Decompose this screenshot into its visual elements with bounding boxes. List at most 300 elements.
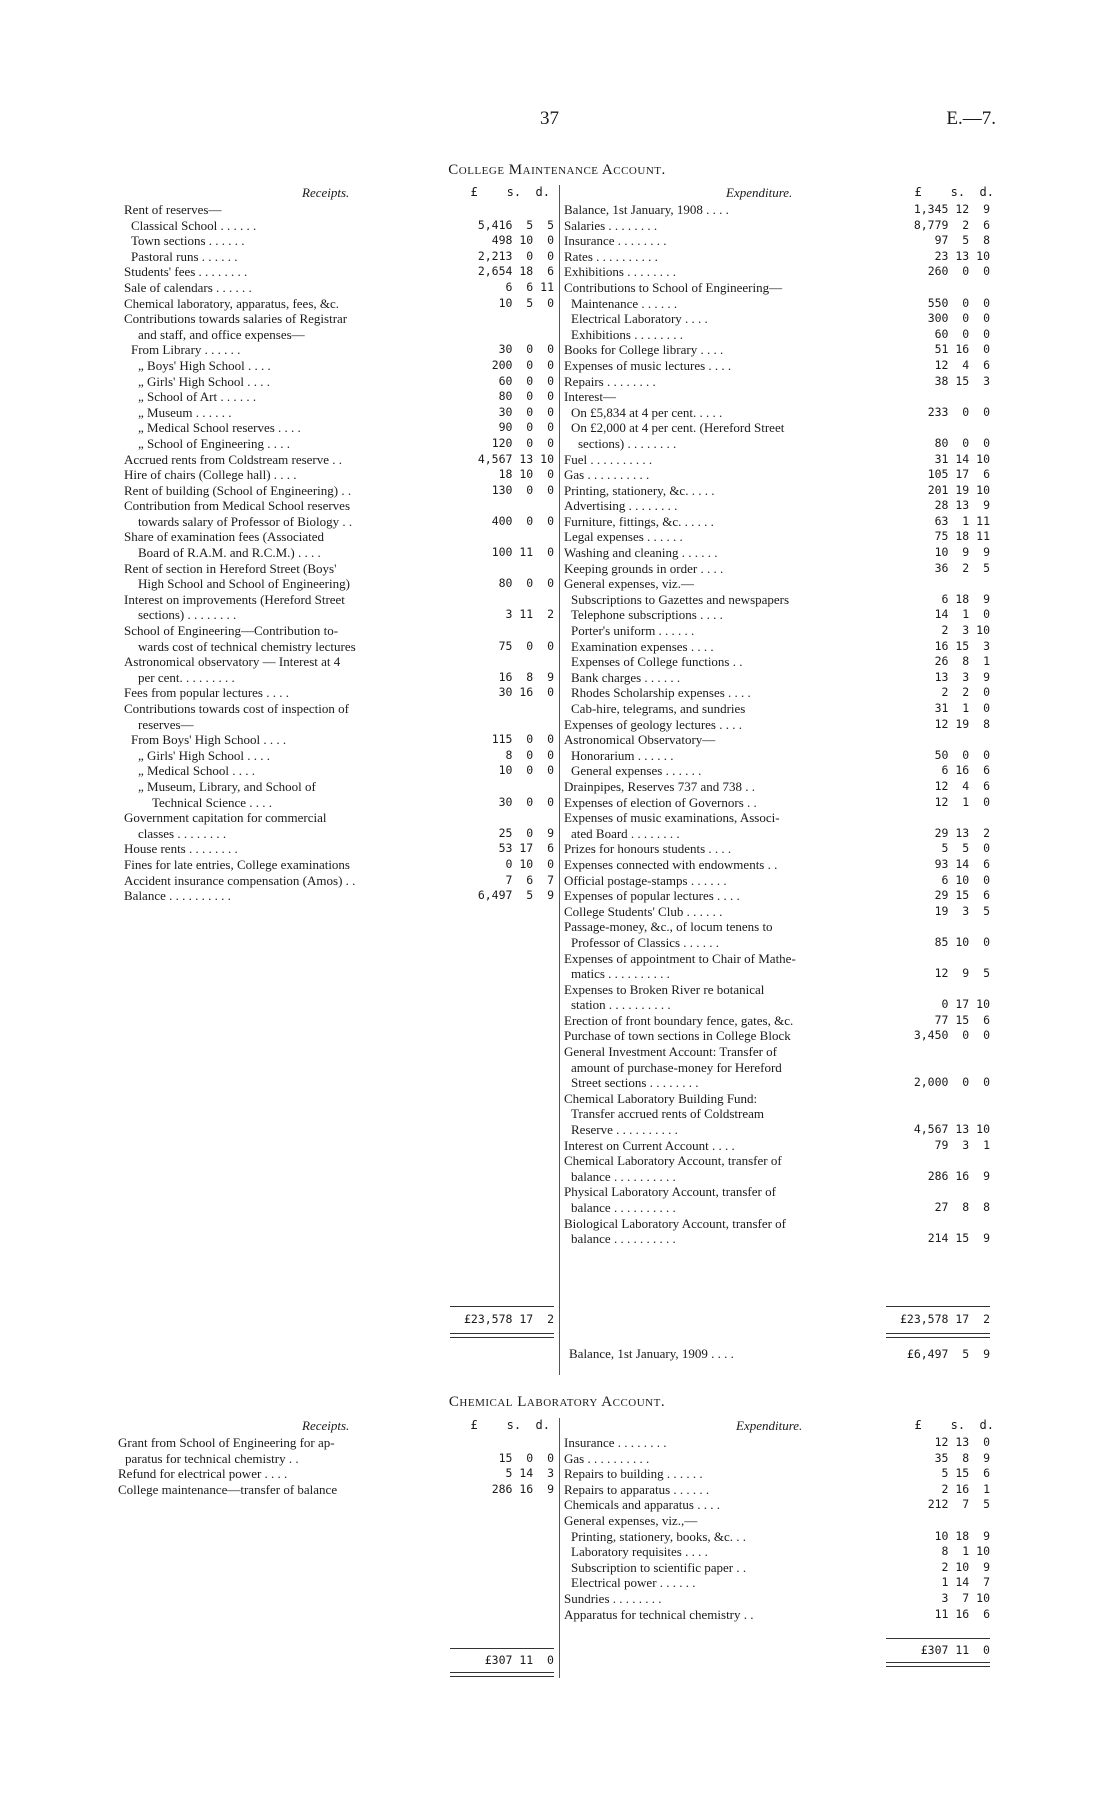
ledger-row [124, 327, 554, 343]
money-heading: £ s. d. [470, 185, 550, 199]
ledger-row [124, 810, 554, 826]
ledger-row [564, 639, 994, 655]
ledger-item-description: Rent of building (School of Engineering) . . [124, 482, 352, 498]
ledger-item-amount: 2,000 0 0 [913, 1075, 990, 1090]
ledger-item-amount: 80 0 0 [498, 389, 554, 404]
ledger-row [124, 748, 554, 764]
ledger-item-description: Drainpipes, Reserves 737 and 738 . . [564, 778, 755, 794]
ledger-item-description: Accrued rents from Coldstream reserve . . [124, 451, 343, 467]
ledger-item-description: amount of purchase-money for Hereford [571, 1059, 782, 1075]
ledger-item-description: Professor of Classics . . . . . . [571, 934, 720, 950]
ledger-row [564, 919, 994, 935]
ledger-row [564, 1451, 994, 1467]
college-receipts-column [124, 185, 554, 904]
ledger-item-description: Hire of chairs (College hall) . . . . [124, 467, 297, 483]
ledger-item-description: Fees from popular lectures . . . . [124, 685, 289, 701]
ledger-item-amount: 6 16 6 [941, 763, 990, 778]
ledger-item-amount: 115 0 0 [491, 732, 554, 747]
ledger-row [564, 1028, 994, 1044]
ledger-item-amount: 93 14 6 [934, 856, 990, 871]
ledger-row [564, 873, 994, 889]
ledger-item-amount: 5 15 6 [941, 1466, 990, 1481]
ledger-item-description: Keeping grounds in order . . . . [564, 560, 724, 576]
ledger-row [564, 374, 994, 390]
ledger-item-amount: 11 16 6 [934, 1606, 990, 1621]
ledger-row [564, 1231, 994, 1247]
ledger-item-amount: 63 1 11 [934, 513, 990, 528]
expenditure-heading: Expenditure. [726, 185, 793, 200]
ledger-item-description: Porter's uniform . . . . . . [571, 623, 695, 639]
ledger-item-description: Chemical Laboratory Building Fund: [564, 1090, 758, 1106]
ledger-row [564, 218, 994, 234]
college-receipts-total: £23,578 17 2 [463, 1312, 554, 1326]
ledger-item-description: Fuel . . . . . . . . . . [564, 451, 653, 467]
ledger-item-description: Repairs to apparatus . . . . . . [564, 1481, 710, 1497]
ledger-item-description: Balance . . . . . . . . . . [124, 888, 231, 904]
ledger-item-description: balance . . . . . . . . . . [571, 1168, 676, 1184]
ledger-item-description: Cab-hire, telegrams, and sundries [571, 701, 746, 716]
ledger-row [124, 233, 554, 249]
ledger-row [124, 701, 554, 717]
ledger-item-amount: 23 13 10 [934, 248, 990, 263]
ledger-item-description: Subscriptions to Gazettes and newspapers [571, 591, 790, 607]
ledger-item-description: Erection of front boundary fence, gates, &c. [564, 1012, 794, 1028]
ledger-item-description: Accident insurance compensation (Amos) . . [124, 872, 356, 888]
ledger-row [564, 249, 994, 265]
ledger-item-amount: 79 3 1 [934, 1137, 990, 1152]
ledger-item-description: Expenses of music examinations, Associ- [564, 810, 780, 826]
ledger-item-description: Balance, 1st January, 1908 . . . . [564, 202, 729, 217]
ledger-row [564, 1044, 994, 1060]
chemical-expenditure-column [564, 1418, 994, 1622]
ledger-row [124, 732, 554, 748]
ledger-row [124, 218, 554, 234]
ledger-row [564, 1200, 994, 1216]
ledger-row [124, 249, 554, 265]
ledger-row [564, 904, 994, 920]
chemical-receipts-column [118, 1418, 554, 1497]
college-expenditure-total-double-rule [886, 1333, 990, 1338]
ledger-item-description: From Boys' High School . . . . [131, 732, 287, 748]
ledger-row [564, 841, 994, 857]
ledger-item-description: Rent of section in Hereford Street (Boys' [124, 560, 337, 576]
ledger-item-description: „ Medical School reserves . . . . [138, 420, 301, 436]
ledger-row [564, 1435, 994, 1451]
ledger-row [118, 1466, 554, 1482]
ledger-item-description: Books for College library . . . . [564, 342, 724, 358]
ledger-item-amount: 233 0 0 [927, 404, 990, 419]
ledger-item-description: Share of examination fees (Associated [124, 529, 324, 545]
chemical-column-divider [559, 1418, 560, 1678]
ledger-row [564, 654, 994, 670]
ledger-item-amount: 10 9 9 [934, 545, 990, 560]
ledger-item-description: Honorarium . . . . . . [571, 747, 674, 763]
ledger-item-description: and staff, and office expenses— [138, 326, 305, 342]
ledger-item-description: ated Board . . . . . . . . [571, 825, 680, 841]
ledger-item-amount: 97 5 8 [934, 233, 990, 248]
ledger-row [564, 997, 994, 1013]
ledger-row [118, 1482, 554, 1498]
ledger-item-amount: 50 0 0 [934, 747, 990, 762]
ledger-item-description: matics . . . . . . . . . . [571, 966, 670, 982]
money-heading: £ s. d. [470, 1418, 550, 1432]
page-number: 37 [540, 108, 559, 129]
ledger-item-amount: 25 0 9 [498, 825, 554, 840]
ledger-item-description: station . . . . . . . . . . [571, 997, 671, 1013]
ledger-item-amount: 201 19 10 [927, 482, 990, 497]
ledger-item-description: Physical Laboratory Account, transfer of [564, 1184, 776, 1200]
ledger-row [124, 483, 554, 499]
ledger-item-description: Repairs . . . . . . . . [564, 373, 656, 389]
ledger-item-amount: 1,345 12 9 [913, 202, 990, 216]
ledger-row [124, 779, 554, 795]
chemical-expenditure-total-rule [886, 1638, 990, 1639]
ledger-item-amount: 31 14 10 [934, 451, 990, 466]
ledger-item-amount: 4,567 13 10 [477, 451, 554, 466]
ledger-row [124, 841, 554, 857]
ledger-item-amount: 498 10 0 [491, 233, 554, 248]
ledger-item-description: Expenses connected with endowments . . [564, 856, 778, 872]
ledger-item-amount: 53 17 6 [498, 841, 554, 856]
college-expenditure-header [564, 185, 994, 202]
receipts-heading: Receipts. [302, 1418, 350, 1433]
ledger-item-amount: 28 13 9 [934, 498, 990, 513]
ledger-row [564, 1529, 994, 1545]
ledger-item-description: Gas . . . . . . . . . . [564, 467, 650, 483]
ledger-row [564, 1169, 994, 1185]
ledger-item-description: Printing, stationery, &c. . . . . [564, 482, 715, 498]
ledger-item-amount: 12 1 0 [934, 794, 990, 809]
ledger-item-amount: 10 0 0 [498, 763, 554, 778]
document-reference: E.—7. [946, 108, 996, 129]
ledger-item-description: Expenses of College functions . . [571, 654, 743, 670]
ledger-item-description: Exhibitions . . . . . . . . [571, 326, 683, 342]
ledger-row [124, 685, 554, 701]
ledger-item-description: Legal expenses . . . . . . [564, 529, 683, 545]
ledger-item-description: Expenses of popular lectures . . . . [564, 888, 740, 904]
ledger-item-description: Technical Science . . . . [152, 794, 273, 810]
ledger-item-amount: 19 3 5 [934, 903, 990, 918]
ledger-row [124, 374, 554, 390]
ledger-item-description: Repairs to building . . . . . . [564, 1466, 703, 1482]
ledger-row [564, 342, 994, 358]
ledger-row [564, 748, 994, 764]
ledger-item-description: Reserve . . . . . . . . . . [571, 1122, 678, 1138]
ledger-row [564, 1513, 994, 1529]
ledger-row [564, 623, 994, 639]
ledger-item-amount: 120 0 0 [491, 435, 554, 450]
ledger-item-amount: 8 0 0 [505, 747, 554, 762]
ledger-item-description: Apparatus for technical chemistry . . [564, 1606, 754, 1622]
ledger-item-description: Rates . . . . . . . . . . [564, 248, 658, 264]
ledger-item-amount: 85 10 0 [934, 934, 990, 949]
ledger-item-description: paratus for technical chemistry . . [125, 1450, 299, 1466]
ledger-item-description: Contributions towards cost of inspection of [124, 701, 349, 716]
chemical-expenditure-header [564, 1418, 994, 1435]
ledger-row [564, 1544, 994, 1560]
ledger-row [564, 327, 994, 343]
ledger-row [564, 857, 994, 873]
ledger-item-amount: 105 17 6 [927, 467, 990, 482]
ledger-item-amount: 51 16 0 [934, 342, 990, 357]
ledger-row [564, 795, 994, 811]
ledger-item-amount: 212 7 5 [927, 1497, 990, 1512]
ledger-item-description: Passage-money, &c., of locum tenens to [564, 919, 773, 935]
ledger-item-description: Printing, stationery, books, &c. . . [571, 1528, 747, 1544]
ledger-item-description: On £2,000 at 4 per cent. (Hereford Street [571, 420, 785, 436]
ledger-item-amount: 2 3 10 [941, 623, 990, 638]
ledger-item-amount: 16 15 3 [934, 638, 990, 653]
ledger-row [124, 529, 554, 545]
ledger-item-description: Astronomical observatory — Interest at 4 [124, 654, 341, 670]
ledger-row [124, 405, 554, 421]
ledger-item-amount: 100 11 0 [491, 545, 554, 560]
ledger-item-description: Official postage-stamps . . . . . . [564, 872, 727, 888]
ledger-item-amount: 400 0 0 [491, 513, 554, 528]
ledger-row [124, 280, 554, 296]
college-account-title: College Maintenance Account. [448, 162, 666, 178]
ledger-row [564, 1607, 994, 1623]
ledger-item-description: Advertising . . . . . . . . [564, 498, 678, 514]
ledger-row [124, 436, 554, 452]
ledger-row [564, 1091, 994, 1107]
money-heading: £ s. d. [914, 1418, 994, 1432]
ledger-item-description: Fines for late entries, College examinations [124, 856, 350, 872]
ledger-item-amount: 12 4 6 [934, 778, 990, 793]
ledger-item-description: Students' fees . . . . . . . . [124, 264, 248, 280]
ledger-item-description: Sundries . . . . . . . . [564, 1590, 662, 1606]
ledger-row [564, 498, 994, 514]
ledger-item-amount: 8,779 2 6 [913, 217, 990, 232]
ledger-item-amount: 29 13 2 [934, 825, 990, 840]
ledger-row [564, 810, 994, 826]
ledger-row [564, 951, 994, 967]
ledger-item-description: Street sections . . . . . . . . [571, 1075, 699, 1091]
ledger-item-description: sections) . . . . . . . . [578, 435, 677, 451]
ledger-item-amount: 12 13 0 [934, 1435, 990, 1449]
ledger-item-description: School of Engineering—Contribution to- [124, 623, 339, 639]
ledger-row [564, 592, 994, 608]
ledger-item-description: Government capitation for commercial [124, 810, 327, 826]
ledger-item-description: Expenses of geology lectures . . . . [564, 716, 742, 732]
ledger-item-description: Bank charges . . . . . . [571, 669, 681, 685]
chemical-receipts-total: £307 11 0 [484, 1653, 554, 1667]
ledger-row [124, 420, 554, 436]
ledger-row [118, 1451, 554, 1467]
ledger-item-amount: 286 16 9 [927, 1168, 990, 1183]
chemical-receipts-header [118, 1418, 554, 1435]
ledger-item-description: Transfer accrued rents of Coldstream [571, 1106, 765, 1122]
ledger-row [124, 623, 554, 639]
ledger-item-amount: 2,654 18 6 [477, 264, 554, 279]
ledger-item-amount: 3 11 2 [505, 607, 554, 622]
college-expenditure-total: £23,578 17 2 [899, 1312, 990, 1326]
ledger-item-description: General expenses . . . . . . [571, 763, 702, 779]
ledger-item-description: College Students' Club . . . . . . [564, 903, 723, 919]
ledger-row [124, 607, 554, 623]
ledger-item-description: Rhodes Scholarship expenses . . . . [571, 685, 751, 701]
ledger-item-amount: 38 15 3 [934, 373, 990, 388]
ledger-item-amount: 13 3 9 [934, 669, 990, 684]
ledger-item-description: Exhibitions . . . . . . . . [564, 264, 676, 280]
ledger-item-description: Expenses of appointment to Chair of Mathe- [564, 950, 796, 966]
ledger-item-amount: 6 10 0 [941, 872, 990, 887]
ledger-item-amount: 75 0 0 [498, 638, 554, 653]
ledger-item-description: Astronomical Observatory— [564, 732, 716, 748]
ledger-row [124, 592, 554, 608]
ledger-item-description: Expenses of election of Governors . . [564, 794, 757, 810]
ledger-item-amount: 30 16 0 [498, 685, 554, 700]
ledger-item-description: „ Museum . . . . . . [138, 404, 232, 420]
ledger-row [564, 1122, 994, 1138]
ledger-row [564, 311, 994, 327]
college-expenditure-column [564, 185, 994, 1247]
ledger-row [564, 1591, 994, 1607]
ledger-item-amount: 14 1 0 [934, 607, 990, 622]
ledger-item-amount: 2 2 0 [941, 685, 990, 700]
ledger-item-description: Contributions to School of Engineering— [564, 279, 783, 295]
ledger-row [564, 1216, 994, 1232]
ledger-item-description: classes . . . . . . . . [138, 825, 227, 841]
college-expenditure-list [564, 202, 994, 1247]
ledger-item-description: Biological Laboratory Account, transfer of [564, 1215, 787, 1231]
ledger-item-description: Examination expenses . . . . [571, 638, 714, 654]
ledger-item-amount: 214 15 9 [927, 1231, 990, 1246]
ledger-item-description: wards cost of technical chemistry lectures [138, 638, 356, 654]
ledger-row [564, 296, 994, 312]
ledger-item-amount: 80 0 0 [934, 435, 990, 450]
ledger-row [124, 498, 554, 514]
ledger-item-description: Furniture, fittings, &c. . . . . . [564, 513, 714, 529]
balance-forward-amount: £6,497 5 9 [906, 1347, 990, 1361]
receipts-heading: Receipts. [302, 185, 350, 200]
ledger-row [564, 670, 994, 686]
ledger-item-description: „ Girls' High School . . . . [138, 747, 270, 763]
ledger-item-description: On £5,834 at 4 per cent. . . . . [571, 404, 723, 420]
college-receipts-list [124, 202, 554, 904]
ledger-row [564, 436, 994, 452]
ledger-item-description: Telephone subscriptions . . . . [571, 607, 723, 623]
ledger-item-amount: 200 0 0 [491, 357, 554, 372]
college-receipts-header [124, 185, 554, 202]
ledger-item-amount: 7 6 7 [505, 872, 554, 887]
ledger-item-amount: 5 14 3 [505, 1466, 554, 1481]
ledger-item-description: Contribution from Medical School reserves [124, 498, 351, 514]
ledger-item-description: Contributions towards salaries of Registrar [124, 311, 348, 327]
ledger-item-description: Board of R.A.M. and R.C.M.) . . . . [138, 545, 321, 561]
ledger-item-amount: 12 19 8 [934, 716, 990, 731]
ledger-row [564, 545, 994, 561]
ledger-row [124, 452, 554, 468]
ledger-row [124, 873, 554, 889]
ledger-item-description: „ School of Art . . . . . . [138, 389, 257, 405]
ledger-item-amount: 4,567 13 10 [913, 1122, 990, 1137]
ledger-item-amount: 26 8 1 [934, 654, 990, 669]
ledger-row [564, 1138, 994, 1154]
ledger-item-amount: 10 18 9 [934, 1528, 990, 1543]
ledger-item-amount: 18 10 0 [498, 467, 554, 482]
ledger-item-amount: 2 10 9 [941, 1559, 990, 1574]
ledger-item-amount: 12 4 6 [934, 357, 990, 372]
ledger-row [124, 296, 554, 312]
ledger-item-amount: 8 1 10 [941, 1544, 990, 1559]
ledger-row [124, 639, 554, 655]
ledger-row [564, 1560, 994, 1576]
ledger-row [564, 717, 994, 733]
chemical-expenditure-list [564, 1435, 994, 1622]
ledger-item-amount: 5,416 5 5 [477, 217, 554, 232]
ledger-item-description: Rent of reserves— [124, 202, 222, 217]
ledger-item-description: Expenses of music lectures . . . . [564, 357, 732, 373]
ledger-item-description: sections) . . . . . . . . [138, 607, 237, 623]
ledger-row [564, 483, 994, 499]
ledger-item-description: „ Boys' High School . . . . [138, 357, 271, 373]
ledger-item-description: „ School of Engineering . . . . [138, 435, 290, 451]
ledger-item-description: reserves— [138, 716, 194, 732]
ledger-row [124, 342, 554, 358]
ledger-item-description: General Investment Account: Transfer of [564, 1044, 778, 1060]
ledger-row [564, 826, 994, 842]
ledger-row [124, 545, 554, 561]
ledger-item-amount: 30 0 0 [498, 342, 554, 357]
ledger-item-amount: 2 16 1 [941, 1481, 990, 1496]
ledger-item-amount: 31 1 0 [934, 701, 990, 715]
ledger-row [564, 1060, 994, 1076]
ledger-item-description: towards salary of Professor of Biology . . [138, 513, 353, 529]
ledger-item-description: Purchase of town sections in College Block [564, 1028, 791, 1044]
ledger-item-description: per cent. . . . . . . . . [138, 669, 235, 685]
ledger-row [124, 670, 554, 686]
ledger-item-description: Prizes for honours students . . . . [564, 841, 732, 857]
ledger-row [124, 311, 554, 327]
chemical-receipts-total-double-rule [450, 1672, 554, 1677]
ledger-item-description: Interest on Current Account . . . . [564, 1137, 735, 1153]
ledger-item-amount: 3,450 0 0 [913, 1028, 990, 1043]
ledger-row [564, 389, 994, 405]
ledger-item-amount: 30 0 0 [498, 794, 554, 809]
ledger-row [564, 966, 994, 982]
ledger-item-description: Electrical power . . . . . . [571, 1575, 696, 1591]
ledger-row [564, 779, 994, 795]
ledger-item-description: General expenses, viz.,— [564, 1512, 698, 1528]
ledger-item-description: Maintenance . . . . . . [571, 295, 678, 311]
ledger-item-amount: 30 0 0 [498, 404, 554, 419]
ledger-row [564, 685, 994, 701]
ledger-item-description: „ Museum, Library, and School of [138, 778, 316, 794]
chemical-expenditure-total-double-rule [886, 1662, 990, 1667]
ledger-item-description: Interest on improvements (Hereford Street [124, 591, 345, 607]
ledger-row [564, 1153, 994, 1169]
ledger-row [124, 795, 554, 811]
college-receipts-total-double-rule [450, 1333, 554, 1338]
ledger-item-amount: 6 18 9 [941, 591, 990, 606]
ledger-item-description: From Library . . . . . . [131, 342, 241, 358]
ledger-row [564, 1575, 994, 1591]
ledger-row [564, 1013, 994, 1029]
ledger-row [564, 358, 994, 374]
ledger-row [564, 935, 994, 951]
ledger-item-description: Insurance . . . . . . . . [564, 1435, 667, 1450]
ledger-item-description: College maintenance—transfer of balance [118, 1481, 338, 1497]
ledger-item-description: „ Girls' High School . . . . [138, 373, 270, 389]
ledger-row [564, 1497, 994, 1513]
ledger-row [124, 264, 554, 280]
ledger-item-description: Salaries . . . . . . . . [564, 217, 658, 233]
ledger-row [124, 561, 554, 577]
college-receipts-total-rule [450, 1306, 554, 1307]
ledger-item-amount: 2,213 0 0 [477, 248, 554, 263]
balance-forward-label: Balance, 1st January, 1909 . . . . [569, 1346, 734, 1361]
